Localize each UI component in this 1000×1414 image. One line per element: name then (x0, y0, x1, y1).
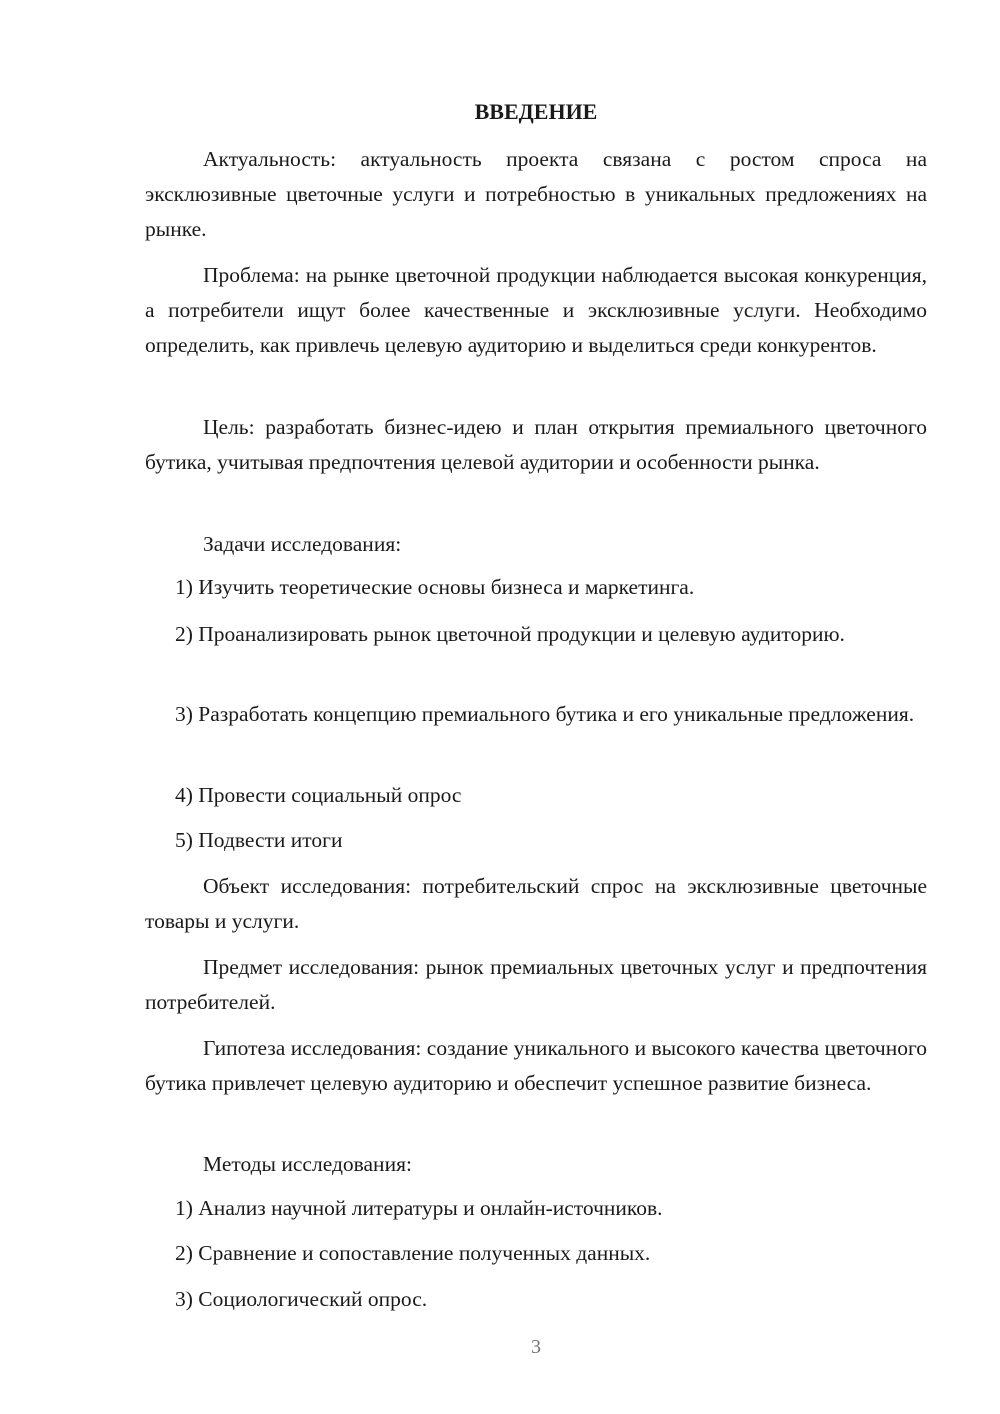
task-item-2: 2) Проанализировать рынок цветочной продукции и целевую аудиторию. (175, 622, 845, 646)
task-item-1: 1) Изучить теоретические основы бизнеса и маркетинга. (175, 575, 695, 599)
method-item-1: 1) Анализ научной литературы и онлайн-источников. (175, 1196, 663, 1220)
tasks-title: Задачи исследования: (203, 532, 402, 556)
relevance-paragraph: Актуальность: актуальность проекта связана с ростом спроса на эксклюзивные цветочные услуги и потребностью в уникальных предложениях на рынке. (145, 147, 927, 241)
subject-paragraph: Предмет исследования: рынок премиальных цветочных услуг и предпочтения потребителей. (145, 955, 927, 1014)
method-item-3: 3) Социологический опрос. (175, 1287, 428, 1311)
page-number: 3 (531, 1336, 541, 1358)
task-item-4: 4) Провести социальный опрос (175, 783, 462, 807)
task-item-5: 5) Подвести итоги (175, 828, 343, 852)
object-paragraph: Объект исследования: потребительский спрос на эксклюзивные цветочные товары и услуги. (145, 874, 927, 933)
methods-title: Методы исследования: (203, 1152, 412, 1176)
method-item-2: 2) Сравнение и сопоставление полученных данных. (175, 1241, 651, 1265)
problem-paragraph: Проблема: на рынке цветочной продукции наблюдается высокая конкуренция, а потребители ищут более качественные и эксклюзивные услуги. Необходимо определить, как привлечь целевую аудиторию и выделиться среди конкурентов. (145, 263, 927, 357)
goal-paragraph: Цель: разработать бизнес-идею и план открытия премиального цветочного бутика, учитывая предпочтения целевой аудитории и особенности рынка. (145, 415, 927, 474)
page-title: ВВЕДЕНИЕ (474, 99, 598, 124)
task-item-3: 3) Разработать концепцию премиального бутика и его уникальные предложения. (175, 702, 915, 726)
hypothesis-paragraph: Гипотеза исследования: создание уникального и высокого качества цветочного бутика привлечет целевую аудиторию и обеспечит успешное развитие бизнеса. (145, 1036, 927, 1095)
